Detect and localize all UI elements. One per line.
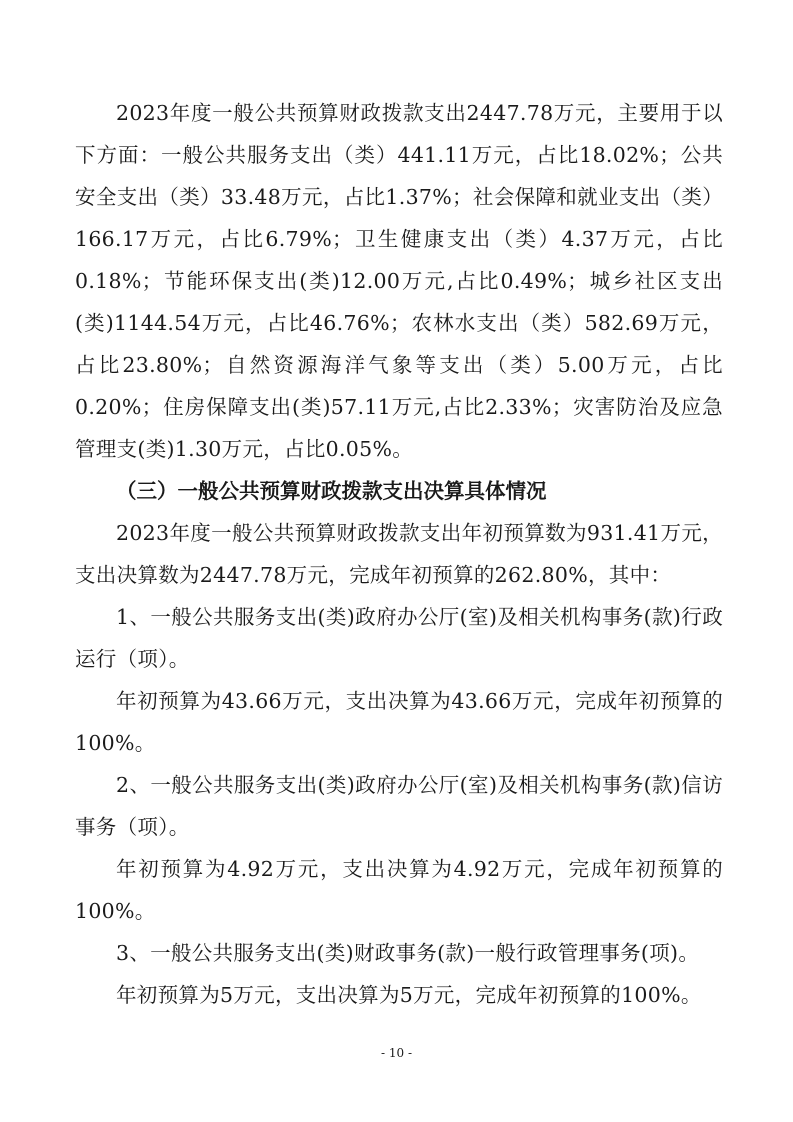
paragraph-item-2-detail: 年初预算为4.92万元，支出决算为4.92万元，完成年初预算的100%。 xyxy=(75,857,723,923)
paragraph-item-1: 1、一般公共服务支出(类)政府办公厅(室)及相关机构事务(款)行政运行（项）。 xyxy=(75,605,723,671)
paragraph-item-2: 2、一般公共服务支出(类)政府办公厅(室)及相关机构事务(款)信访事务（项）。 xyxy=(75,773,723,839)
paragraph-expenditure-summary: 2023年度一般公共预算财政拨款支出2447.78万元，主要用于以下方面：一般公共服务支出（类）441.11万元，占比18.02%；公共安全支出（类）33.48万元，占比1.37%；社会保障和就业支出（类）166.17万元，占比6.79%；卫生健康支出（类）4.37万元，占比0.18%；节能环保支出(类)12.00万元,占比0.49%；城乡社区支出(类)1144.54万元，占比46.76%；农林水支出（类）582.69万元，占比23.80%；自然资源海洋气象等支出（类）5.00万元，占比0.20%；住房保障支出(类)57.11万元,占比2.33%；灾害防治及应急管理支(类)1.30万元，占比0.05%。 xyxy=(75,101,723,461)
document-body xyxy=(75,92,723,1016)
paragraph-item-3: 3、一般公共服务支出(类)财政事务(款)一般行政管理事务(项)。 xyxy=(116,941,700,965)
paragraph-item-3-detail: 年初预算为5万元，支出决算为5万元，完成年初预算的100%。 xyxy=(116,983,702,1007)
paragraph-item-1-detail: 年初预算为43.66万元，支出决算为43.66万元，完成年初预算的100%。 xyxy=(75,689,723,755)
section-heading-3: （三）一般公共预算财政拨款支出决算具体情况 xyxy=(116,479,547,503)
page-number: - 10 - xyxy=(380,1046,412,1060)
paragraph-budget-overview: 2023年度一般公共预算财政拨款支出年初预算数为931.41万元，支出决算数为2447.78万元，完成年初预算的262.80%，其中： xyxy=(75,521,723,587)
